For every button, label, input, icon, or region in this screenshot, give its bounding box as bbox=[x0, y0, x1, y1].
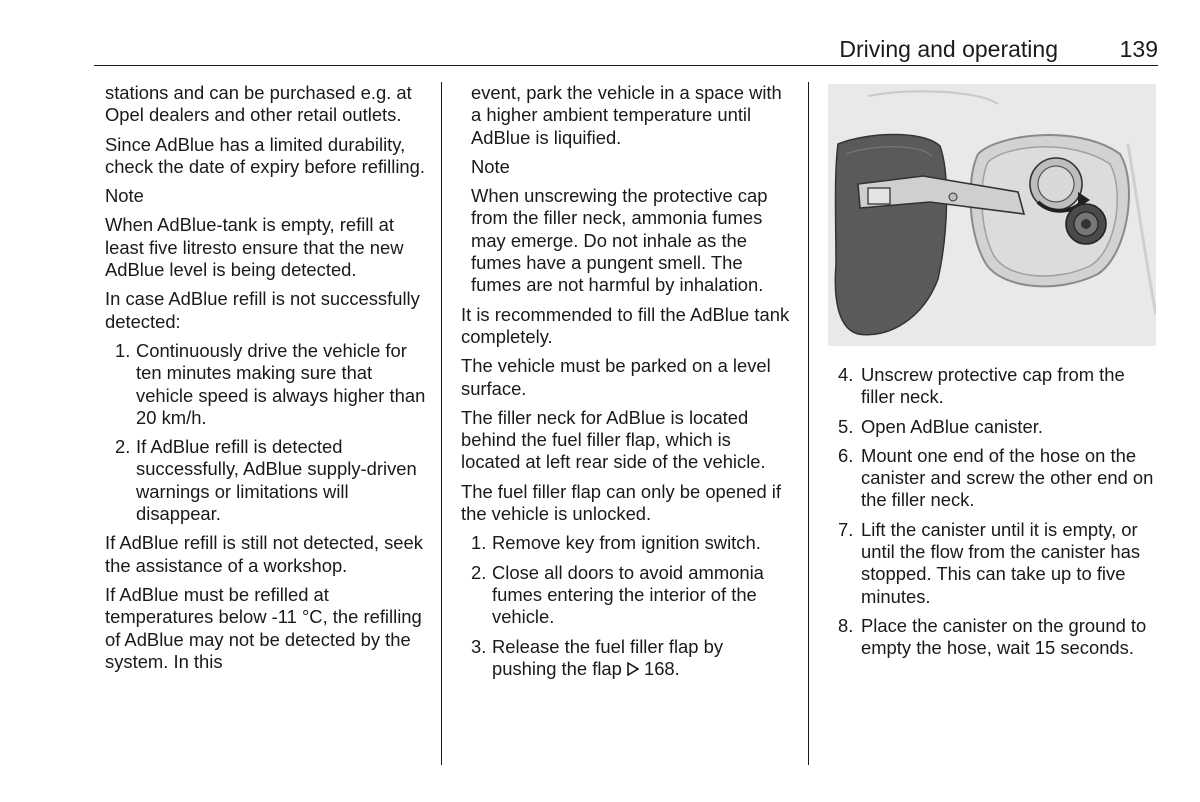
list-number: 2. bbox=[115, 436, 131, 458]
list-item-text: Continuously drive the vehicle for ten minutes making sure that vehicle speed is always higher than 20 km/h. bbox=[136, 339, 426, 428]
list-item-text: Mount one end of the hose on the canister and screw the other end on the filler neck. bbox=[861, 444, 1154, 511]
list-number: 2. bbox=[471, 561, 487, 583]
list-item bbox=[838, 445, 1158, 512]
list-number: 7. bbox=[838, 518, 854, 540]
list-item-text: Release the fuel filler flap by pushing the flap bbox=[492, 635, 724, 679]
instruction-list bbox=[105, 340, 427, 525]
list-item-text: Remove key from ignition switch. bbox=[492, 532, 761, 554]
paragraph: If AdBlue refill is still not detected, seek the assistance of a workshop. bbox=[105, 532, 423, 576]
list-item bbox=[461, 562, 791, 629]
note-heading: Note bbox=[471, 155, 510, 177]
paragraph: If AdBlue must be refilled at temperatures below -11 °C, the refilling of AdBlue may not be detected by the system. In this bbox=[105, 583, 422, 672]
note-text: When unscrewing the protective cap from the filler neck, ammonia fumes may emerge. Do not inhale as the fumes have a pungent smell. The fumes are not harmful by inhalation. bbox=[471, 185, 768, 296]
note-heading: Note bbox=[105, 185, 144, 207]
list-item-text: Close all doors to avoid ammonia fumes entering the interior of the vehicle. bbox=[492, 561, 764, 628]
fuel-filler-flap-illustration-icon bbox=[828, 84, 1156, 346]
instruction-list bbox=[461, 532, 791, 681]
list-item-text: Open AdBlue canister. bbox=[861, 415, 1043, 437]
list-item bbox=[105, 436, 427, 525]
list-item bbox=[838, 519, 1158, 608]
list-number: 1. bbox=[471, 532, 487, 554]
list-number: 8. bbox=[838, 614, 854, 636]
list-item-text: If AdBlue refill is detected successfully, AdBlue supply-driven warnings or limitations will disappear. bbox=[136, 436, 417, 525]
page-reference[interactable]: 168. bbox=[638, 657, 680, 679]
header-rule bbox=[94, 65, 1158, 66]
list-item bbox=[838, 364, 1158, 409]
list-item-text: Lift the canister until it is empty, or until the flow from the canister has stopped. This can take up to five minutes. bbox=[861, 518, 1141, 607]
section-title: Driving and operating bbox=[839, 36, 1058, 62]
list-item bbox=[105, 340, 427, 429]
list-number: 3. bbox=[471, 635, 487, 657]
instruction-list bbox=[838, 364, 1158, 660]
paragraph: The vehicle must be parked on a level surface. bbox=[461, 355, 771, 399]
list-item-text: Unscrew protective cap from the filler neck. bbox=[861, 364, 1125, 408]
paragraph: It is recommended to fill the AdBlue tank completely. bbox=[461, 303, 790, 347]
paragraph: event, park the vehicle in a space with a higher ambient temperature until AdBlue is liquified. bbox=[471, 82, 782, 148]
note-block bbox=[461, 156, 791, 297]
paragraph: stations and can be purchased e.g. at Opel dealers and other retail outlets. bbox=[105, 82, 412, 126]
column-divider-1 bbox=[441, 82, 442, 765]
list-number: 6. bbox=[838, 444, 854, 466]
column-1 bbox=[105, 82, 427, 680]
list-item bbox=[461, 532, 791, 554]
paragraph: The filler neck for AdBlue is located behind the fuel filler flap, which is located at left rear side of the vehicle. bbox=[461, 406, 766, 473]
column-divider-2 bbox=[808, 82, 809, 765]
note-text: When AdBlue-tank is empty, refill at least five litresto ensure that the new AdBlue level is being detected. bbox=[105, 214, 404, 281]
list-item bbox=[838, 416, 1158, 438]
list-number: 5. bbox=[838, 415, 854, 437]
column-3 bbox=[838, 364, 1158, 667]
list-number: 1. bbox=[115, 339, 131, 361]
list-number: 4. bbox=[838, 364, 854, 385]
page-number: 139 bbox=[1119, 36, 1158, 62]
page-reference-arrow-icon[interactable] bbox=[627, 659, 639, 681]
list-item-text: Place the canister on the ground to empty the hose, wait 15 seconds. bbox=[861, 614, 1147, 659]
paragraph: The fuel filler flap can only be opened if the vehicle is unlocked. bbox=[461, 480, 781, 525]
paragraph: In case AdBlue refill is not successfully detected: bbox=[105, 288, 420, 332]
list-item bbox=[838, 615, 1158, 660]
column-2 bbox=[461, 82, 791, 688]
list-item bbox=[461, 636, 791, 682]
paragraph: Since AdBlue has a limited durability, check the date of expiry before refilling. bbox=[105, 133, 425, 177]
